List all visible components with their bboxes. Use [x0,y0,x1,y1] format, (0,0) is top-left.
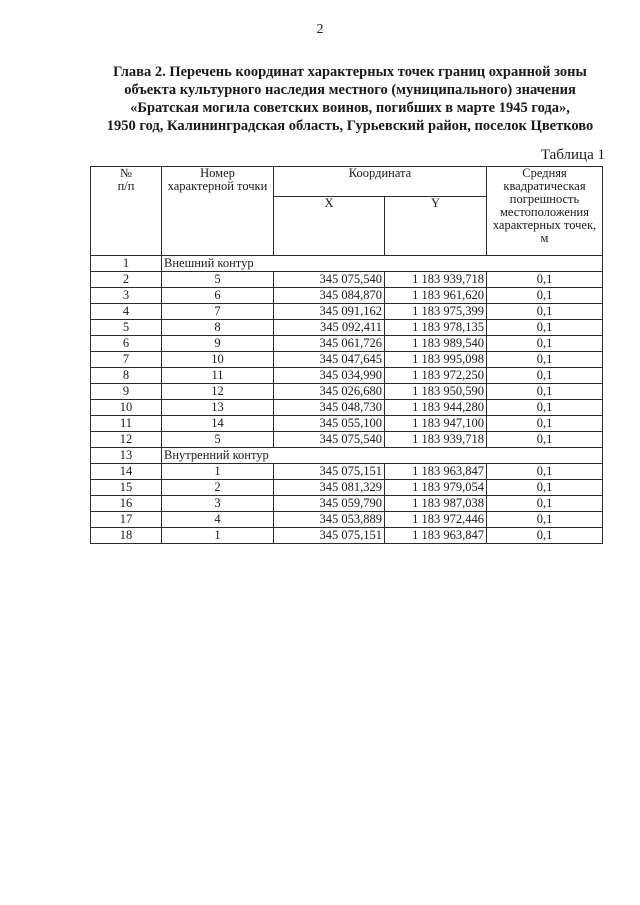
cell-point-number: 14 [162,416,274,432]
table-row [91,512,603,528]
cell-mean-error: 0,1 [487,320,603,336]
table-row [91,432,603,448]
header-coordinate: Координата [274,167,487,197]
table-row [91,528,603,544]
cell-x-coordinate: 345 047,645 [274,352,385,368]
cell-x-coordinate: 345 084,870 [274,288,385,304]
table-row [91,384,603,400]
cell-y-coordinate: 1 183 995,098 [385,352,487,368]
cell-y-coordinate: 1 183 979,054 [385,480,487,496]
cell-y-coordinate: 1 183 972,446 [385,512,487,528]
cell-row-number: 10 [91,400,162,416]
cell-mean-error: 0,1 [487,464,603,480]
cell-point-number: 10 [162,352,274,368]
cell-y-coordinate: 1 183 950,590 [385,384,487,400]
cell-point-number: 7 [162,304,274,320]
table-row [91,256,603,272]
cell-mean-error: 0,1 [487,480,603,496]
heading-line: Глава 2. Перечень координат характерных точек границ охранной зоны [113,64,587,80]
cell-row-number: 15 [91,480,162,496]
cell-y-coordinate: 1 183 963,847 [385,464,487,480]
cell-y-coordinate: 1 183 978,135 [385,320,487,336]
header-text: м [540,231,549,245]
heading-line: «Братская могила советских воинов, погибших в марте 1945 года», [130,100,570,116]
header-text: погрешность [509,192,580,206]
cell-mean-error: 0,1 [487,496,603,512]
cell-x-coordinate: 345 075,540 [274,432,385,448]
cell-row-number: 14 [91,464,162,480]
table-row [91,448,603,464]
cell-point-number: 13 [162,400,274,416]
cell-y-coordinate: 1 183 975,399 [385,304,487,320]
table-row [91,320,603,336]
cell-x-coordinate: 345 053,889 [274,512,385,528]
cell-point-number: 5 [162,272,274,288]
table-row [91,400,603,416]
header-text: квадратическая [503,179,586,193]
cell-mean-error: 0,1 [487,400,603,416]
cell-row-number: 7 [91,352,162,368]
cell-y-coordinate: 1 183 989,540 [385,336,487,352]
cell-point-number: 11 [162,368,274,384]
header-text: местоположения [500,205,589,219]
header-text: Номер [200,166,235,180]
header-text: п/п [117,179,135,193]
header-point [162,167,274,256]
cell-mean-error: 0,1 [487,512,603,528]
cell-y-coordinate: 1 183 939,718 [385,432,487,448]
cell-point-number: 4 [162,512,274,528]
table-row [91,352,603,368]
cell-y-coordinate: 1 183 944,280 [385,400,487,416]
cell-contour-label: Внутренний контур [162,448,603,464]
cell-mean-error: 0,1 [487,432,603,448]
table-row [91,368,603,384]
cell-point-number: 5 [162,432,274,448]
cell-row-number: 9 [91,384,162,400]
cell-y-coordinate: 1 183 947,100 [385,416,487,432]
cell-point-number: 6 [162,288,274,304]
cell-mean-error: 0,1 [487,288,603,304]
cell-point-number: 9 [162,336,274,352]
cell-y-coordinate: 1 183 939,718 [385,272,487,288]
table-row [91,464,603,480]
cell-row-number: 17 [91,512,162,528]
cell-mean-error: 0,1 [487,384,603,400]
cell-row-number: 18 [91,528,162,544]
cell-x-coordinate: 345 059,790 [274,496,385,512]
cell-x-coordinate: 345 081,329 [274,480,385,496]
table-row [91,288,603,304]
cell-point-number: 1 [162,528,274,544]
cell-mean-error: 0,1 [487,304,603,320]
table-row [91,336,603,352]
cell-row-number: 11 [91,416,162,432]
cell-row-number: 13 [91,448,162,464]
cell-row-number: 3 [91,288,162,304]
cell-y-coordinate: 1 183 961,620 [385,288,487,304]
table-row [91,496,603,512]
cell-x-coordinate: 345 034,990 [274,368,385,384]
cell-x-coordinate: 345 075,540 [274,272,385,288]
table-row [91,304,603,320]
table-row [91,416,603,432]
cell-row-number: 2 [91,272,162,288]
cell-row-number: 4 [91,304,162,320]
table-row [91,272,603,288]
cell-point-number: 3 [162,496,274,512]
header-text: характерной точки [167,179,268,193]
cell-mean-error: 0,1 [487,352,603,368]
header-number [91,167,162,256]
cell-x-coordinate: 345 026,680 [274,384,385,400]
cell-mean-error: 0,1 [487,272,603,288]
header-text: № [120,166,132,180]
chapter-heading [60,63,640,135]
cell-row-number: 8 [91,368,162,384]
heading-line: объекта культурного наследия местного (муниципального) значения [124,82,576,98]
cell-row-number: 16 [91,496,162,512]
cell-mean-error: 0,1 [487,528,603,544]
cell-mean-error: 0,1 [487,368,603,384]
cell-contour-label: Внешний контур [162,256,603,272]
header-x: X [274,197,385,256]
cell-mean-error: 0,1 [487,336,603,352]
cell-y-coordinate: 1 183 963,847 [385,528,487,544]
cell-x-coordinate: 345 048,730 [274,400,385,416]
header-text: Средняя [522,166,567,180]
cell-x-coordinate: 345 055,100 [274,416,385,432]
cell-x-coordinate: 345 075,151 [274,464,385,480]
cell-y-coordinate: 1 183 987,038 [385,496,487,512]
cell-row-number: 5 [91,320,162,336]
header-error [487,167,603,256]
cell-row-number: 1 [91,256,162,272]
cell-x-coordinate: 345 092,411 [274,320,385,336]
cell-y-coordinate: 1 183 972,250 [385,368,487,384]
page-number: 2 [316,22,324,37]
cell-point-number: 1 [162,464,274,480]
header-y: Y [385,197,487,256]
table-row [91,480,603,496]
cell-point-number: 8 [162,320,274,336]
heading-line: 1950 год, Калининградская область, Гурьевский район, поселок Цветково [106,118,594,134]
header-text: характерных точек, [492,218,597,232]
cell-row-number: 12 [91,432,162,448]
cell-point-number: 12 [162,384,274,400]
cell-x-coordinate: 345 091,162 [274,304,385,320]
cell-mean-error: 0,1 [487,416,603,432]
cell-x-coordinate: 345 075,151 [274,528,385,544]
table-caption: Таблица 1 [540,147,605,163]
coordinates-table [90,166,603,544]
cell-point-number: 2 [162,480,274,496]
cell-row-number: 6 [91,336,162,352]
cell-x-coordinate: 345 061,726 [274,336,385,352]
